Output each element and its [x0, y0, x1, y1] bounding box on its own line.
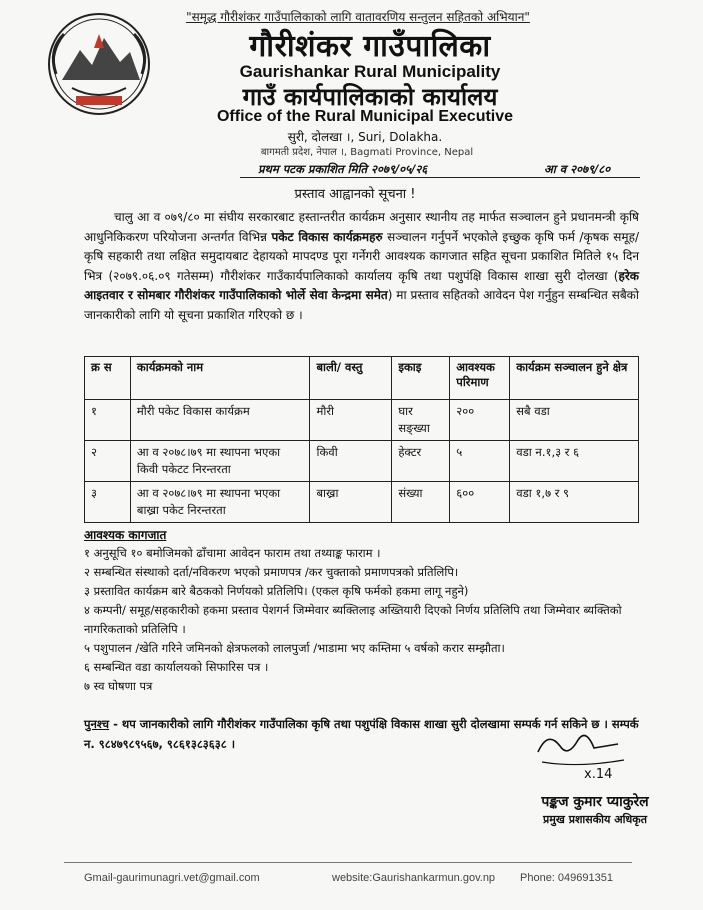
- address-line-2: बागमती प्रदेश, नेपाल ।, Bagmati Province, Nepal: [260, 147, 474, 158]
- list-item: ३ प्रस्तावित कार्यक्रम बारे बैठकको निर्णयको प्रतिलिपि। (एकल कृषि फर्मको हकमा लागू नहुने): [84, 584, 469, 598]
- footer-email: Gmail-gaurimunagri.vet@gmail.com: [84, 872, 260, 884]
- table-cell: ५: [450, 441, 510, 482]
- column-header: आवश्यक परिमाण: [450, 357, 510, 400]
- table-row: [85, 400, 639, 441]
- table-cell: २००: [450, 400, 510, 441]
- footnote-text: - थप जानकारीको लागि गौरीशंकर गाउँपालिका कृषि तथा पशुपंक्षि विकास शाखा सुरी दोलखामा सम्पर्क गर्न सकिने छ । सम्पर्क न. ९८४७९८९५६७, ९८६१३८३६३८ ।: [84, 717, 639, 751]
- fiscal-year: आ व २०७९/८०: [544, 162, 611, 176]
- signer-title: प्रमुख प्रशासकीय अधिकृत: [543, 813, 647, 826]
- table-cell: २: [85, 441, 131, 482]
- table-row: [85, 482, 639, 523]
- list-item: १ अनुसूचि १० बमोजिमको ढाँचामा आवेदन फाराम तथा तथ्याङ्क फाराम ।: [84, 546, 381, 560]
- column-header: कार्यक्रम सञ्चालन हुने क्षेत्र: [510, 357, 639, 400]
- column-header: बाली/ वस्तु: [310, 357, 392, 400]
- footer-divider: [64, 862, 632, 863]
- table-cell: मौरी: [310, 400, 392, 441]
- documents-list: [84, 544, 644, 696]
- table-cell: हेक्टर: [392, 441, 450, 482]
- table-cell: वडा १,७ र ९: [510, 482, 639, 523]
- list-item: ६ सम्बन्धित वडा कार्यालयको सिफारिस पत्र ।: [84, 660, 269, 674]
- notice-body: [84, 208, 639, 325]
- table-cell: घार सङ्ख्या: [392, 400, 450, 441]
- body-bold-1: पकेट विकास कार्यक्रमहरु: [271, 229, 383, 244]
- footer-website: website:Gaurishankarmun.gov.np: [332, 872, 496, 884]
- signature-icon: [528, 722, 638, 782]
- nepal-emblem-icon: [42, 10, 157, 118]
- office-name-np: गाउँ कार्यपालिकाको कार्यालय: [242, 83, 498, 111]
- body-text-2: सञ्चालन गर्नुपर्ने भएकोले इच्छुक कृषि फर्म /कृषक समूह/कृषि सहकारी तथा लक्षित समुदायबाट देहायको मापदण्ड पूरा गर्नेगरी आवश्यक कागजात सहित सूचना प्रकाशित मितिले १५ दिन भित्र (२०७९.०६.०९ गतेसम्म) गौरीशंकर गाउँकार्यपालिकाको कार्यालय कृषि तथा पशुपंक्षि विकास शाखा सुरी दोलखा (: [84, 229, 639, 283]
- body-text-1: चालु आ व ०७९/८० मा संघीय सरकारबाट हस्तान्तरीत कार्यक्रम अनुसार स्थानीय तह मार्फत सञ्चालन हुने प्रधानमन्त्री कृषि आधुनिकिकरण परियोजना अन्तर्गत विभिन्न: [84, 210, 639, 244]
- program-table: [84, 356, 639, 523]
- column-header: इकाइ: [392, 357, 450, 400]
- list-item: ५ पशुपालन /खेति गरिने जमिनको क्षेत्रफलको लालपुर्जा /भाडामा भए कम्तिमा ५ वर्षको करार सम्झौता।: [84, 641, 505, 655]
- table-cell: बाख्रा: [310, 482, 392, 523]
- table-cell: मौरी पकेट विकास कार्यक्रम: [130, 400, 310, 441]
- table-row: [85, 441, 639, 482]
- signer-name: पङ्कज कुमार प्याकुरेल: [541, 794, 649, 810]
- body-bold-2: हरेक आइतवार र सोमबार गौरीशंकर गाउँपालिकाको भोर्ले सेवा केन्द्रमा समेत: [84, 268, 639, 302]
- office-name-en: Office of the Rural Municipal Executive: [216, 108, 514, 125]
- list-item: ७ स्व घोषणा पत्र: [84, 679, 153, 693]
- table-cell: १: [85, 400, 131, 441]
- table-cell: ३: [85, 482, 131, 523]
- column-header: कार्यक्रमको नाम: [130, 357, 310, 400]
- body-text-3: ) मा प्रस्ताव सहितको आवेदन पेश गर्नुहुन सम्बन्धित सबैको जानकारीको लागि यो सूचना प्रकाशित गरिएको छ ।: [84, 288, 639, 322]
- documents-heading: आवश्यक कागजात: [84, 528, 167, 542]
- column-header: क्र स: [85, 357, 131, 400]
- table-cell: ६००: [450, 482, 510, 523]
- signature-mark: x.14: [584, 767, 613, 782]
- municipality-name-en: Gaurishankar Rural Municipality: [239, 62, 501, 81]
- slogan: "समृद्ध गौरीशंकर गाउँपालिकाको लागि वातावरणिय सन्तुलन सहितको अभियान": [186, 10, 530, 24]
- table-cell: सबै वडा: [510, 400, 639, 441]
- table-cell: संख्या: [392, 482, 450, 523]
- table-cell: वडा न.१,३ र ६: [510, 441, 639, 482]
- municipality-name-np: गौरीशंकर गाउँपालिका: [249, 29, 491, 64]
- publish-date: प्रथम पटक प्रकाशित मिति २०७९/०५/२६: [258, 162, 428, 176]
- notice-title: प्रस्ताव आह्वानको सूचना !: [294, 187, 416, 202]
- header-divider: [240, 177, 640, 178]
- footnote-label: पुनश्च: [84, 717, 110, 731]
- table-cell: आ व २०७८।७९ मा स्थापना भएका किवी पकेटट निरन्तरता: [130, 441, 310, 482]
- footer-phone: Phone: 049691351: [520, 872, 613, 884]
- address-line-1: सुरी, दोलखा ।, Suri, Dolakha.: [287, 130, 443, 144]
- table-cell: किवी: [310, 441, 392, 482]
- table-cell: आ व २०७८।७९ मा स्थापना भएका बाख्रा पकेट निरन्तरता: [130, 482, 310, 523]
- table-header-row: [85, 357, 639, 400]
- list-item: २ सम्बन्धित संस्थाको दर्ता/नविकरण भएको प्रमाणपत्र /कर चुक्ताको प्रमाणपत्रको प्रतिलिपि।: [84, 565, 459, 579]
- list-item: ४ कम्पनी/ समूह/सहकारीको हकमा प्रस्ताव पेशगर्न जिम्मेवार ब्यक्तिलाइ अख्तियारी दिएको निर्णय प्रतिलिपि तथा जिम्मेवार ब्यक्तिको नागरिकताको प्रतिलिपि ।: [84, 603, 622, 636]
